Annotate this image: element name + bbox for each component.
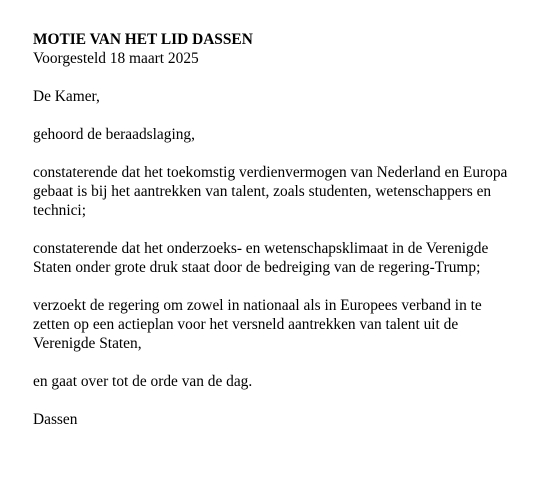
spacer — [33, 391, 534, 410]
spacer — [33, 144, 534, 163]
paragraph-line: gebaat is bij het aantrekken van talent, zoals studenten, wetenschappers en — [33, 183, 492, 200]
paragraph-line: constaterende dat het onderzoeks- en wetenschapsklimaat in de Verenigde — [33, 240, 489, 257]
paragraph-line: Staten onder grote druk staat door de bedreiging van de regering-Trump; — [33, 259, 481, 276]
paragraph-line: Verenigde Staten, — [33, 335, 142, 352]
paragraph-considering-earning-capacity — [33, 163, 534, 220]
paragraph-considering-research-climate — [33, 239, 534, 277]
paragraph-line: zetten op een actieplan voor het versneld aantrekken van talent uit de — [33, 316, 459, 333]
spacer — [33, 353, 534, 372]
signature: Dassen — [33, 411, 78, 428]
paragraph-requests-government — [33, 296, 534, 353]
motion-date: Voorgesteld 18 maart 2025 — [33, 50, 199, 67]
paragraph-line: constaterende dat het toekomstig verdienvermogen van Nederland en Europa — [33, 164, 508, 181]
paragraph-line: gehoord de beraadslaging, — [33, 126, 195, 143]
spacer — [33, 220, 534, 239]
addressee: De Kamer, — [33, 88, 100, 105]
paragraph-line: technici; — [33, 202, 86, 219]
spacer — [33, 277, 534, 296]
paragraph-order-of-day — [33, 372, 534, 391]
spacer — [33, 106, 534, 125]
motion-title: MOTIE VAN HET LID DASSEN — [33, 31, 253, 48]
spacer — [33, 68, 534, 87]
paragraph-line: verzoekt de regering om zowel in nationaal als in Europees verband in te — [33, 297, 482, 314]
paragraph-heard-deliberation — [33, 125, 534, 144]
paragraph-line: en gaat over tot de orde van de dag. — [33, 373, 253, 390]
